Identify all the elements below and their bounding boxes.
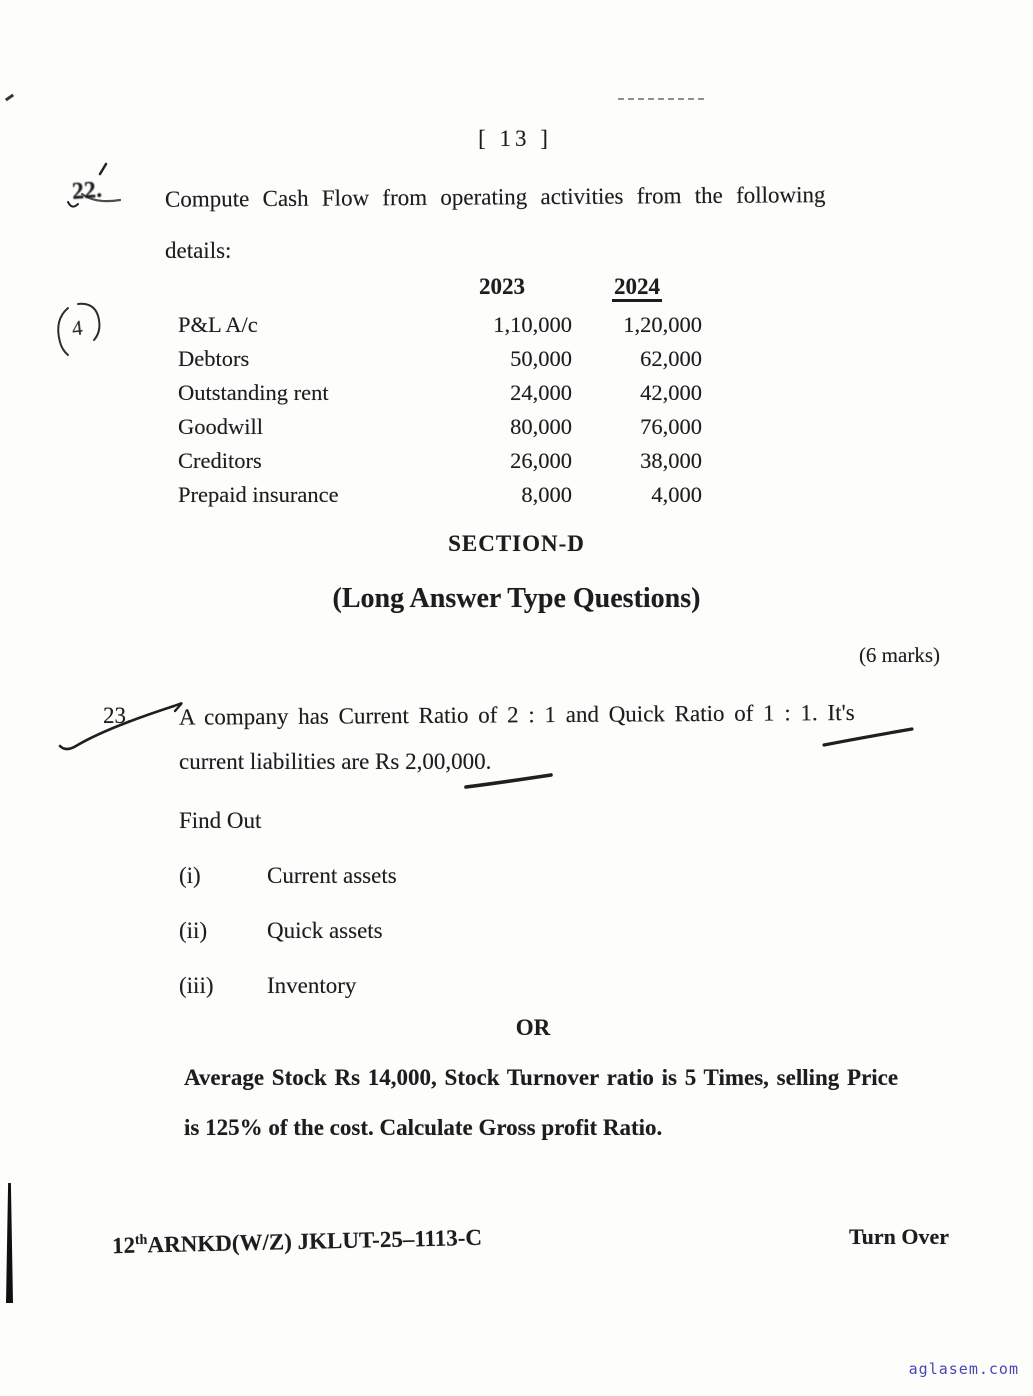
row-value-2024: 1,20,000: [623, 312, 702, 337]
question-23-text-line2: current liabilities are Rs 2,00,000.: [179, 749, 492, 774]
cashflow-table: [178, 270, 702, 512]
table-row: [178, 410, 702, 444]
paper-code-rest: ARNKD(W/Z) JKLUT-25–1113-C: [147, 1224, 483, 1258]
turn-over-label: Turn Over: [848, 1224, 949, 1249]
paper-code-sup: th: [134, 1232, 148, 1249]
table-row: [178, 444, 702, 478]
question-22-number: 22.: [71, 176, 103, 206]
row-value-2023: 8,000: [521, 482, 572, 507]
scan-edge-line-artifact: [6, 1183, 13, 1303]
row-label: Goodwill: [178, 414, 264, 439]
watermark-text: aglasem.com: [908, 1360, 1019, 1378]
section-subtitle: (Long Answer Type Questions): [332, 583, 701, 614]
row-value-2023: 24,000: [510, 380, 572, 405]
list-item-marker: (ii): [179, 918, 208, 943]
or-separator-label: OR: [515, 1015, 551, 1040]
row-value-2023: 26,000: [510, 448, 572, 473]
row-value-2023: 1,10,000: [493, 312, 572, 337]
paper-code-num: 12: [111, 1232, 136, 1259]
row-value-2024: 42,000: [640, 380, 702, 405]
list-item-label: Current assets: [267, 863, 397, 888]
handwritten-underline-mark: [463, 770, 558, 792]
scan-dashed-line-artifact: [618, 98, 704, 100]
find-out-label: Find Out: [179, 808, 262, 833]
list-item-marker: (i): [179, 863, 201, 888]
handwritten-scribble-mark: [62, 160, 142, 220]
list-item-label: Quick assets: [267, 918, 383, 943]
row-value-2024: 62,000: [640, 346, 702, 371]
table-header-2024: 2024: [572, 270, 702, 308]
table-row: [178, 308, 702, 342]
table-header-spacer: [178, 270, 432, 308]
question-22-text-line1: Compute Cash Flow from operating activities from the following: [164, 182, 826, 212]
row-label: Debtors: [178, 346, 250, 371]
page-number: [ 13 ]: [478, 126, 552, 151]
handwritten-underline-mark: [820, 724, 920, 750]
question-23-or-text-line2: is 125% of the cost. Calculate Gross profit Ratio.: [184, 1115, 663, 1140]
table-row: [178, 478, 702, 512]
table-header-row: [178, 270, 702, 308]
row-value-2023: 50,000: [510, 346, 572, 371]
handwritten-flourish-mark: [56, 696, 188, 754]
question-23-number: 23.: [103, 703, 132, 728]
table-row: [178, 376, 702, 410]
row-value-2024: 76,000: [640, 414, 702, 439]
margin-note-value: 4: [70, 315, 84, 341]
row-value-2024: 38,000: [640, 448, 702, 473]
row-label: Prepaid insurance: [178, 482, 339, 507]
section-marks: (6 marks): [858, 643, 940, 667]
handwritten-margin-note: [52, 300, 108, 362]
section-title: SECTION-D: [448, 531, 585, 556]
paper-code: [112, 1225, 483, 1259]
question-23-text-line1: A company has Current Ratio of 2 : 1 and Quick Ratio of 1 : 1. It's: [178, 699, 855, 730]
table-row: [178, 342, 702, 376]
question-22-text-line2: details:: [165, 238, 232, 263]
row-label: Outstanding rent: [178, 380, 329, 405]
question-23-or-text-line1: Average Stock Rs 14,000, Stock Turnover ratio is 5 Times, selling Price: [184, 1065, 899, 1090]
table-header-2023: 2023: [479, 274, 525, 299]
row-value-2023: 80,000: [510, 414, 572, 439]
list-item-marker: (iii): [179, 973, 214, 998]
row-label: P&L A/c: [178, 312, 258, 337]
scan-corner-mark: [5, 94, 14, 102]
row-label: Creditors: [178, 448, 262, 473]
list-item-label: Inventory: [267, 973, 357, 998]
row-value-2024: 4,000: [651, 482, 702, 507]
